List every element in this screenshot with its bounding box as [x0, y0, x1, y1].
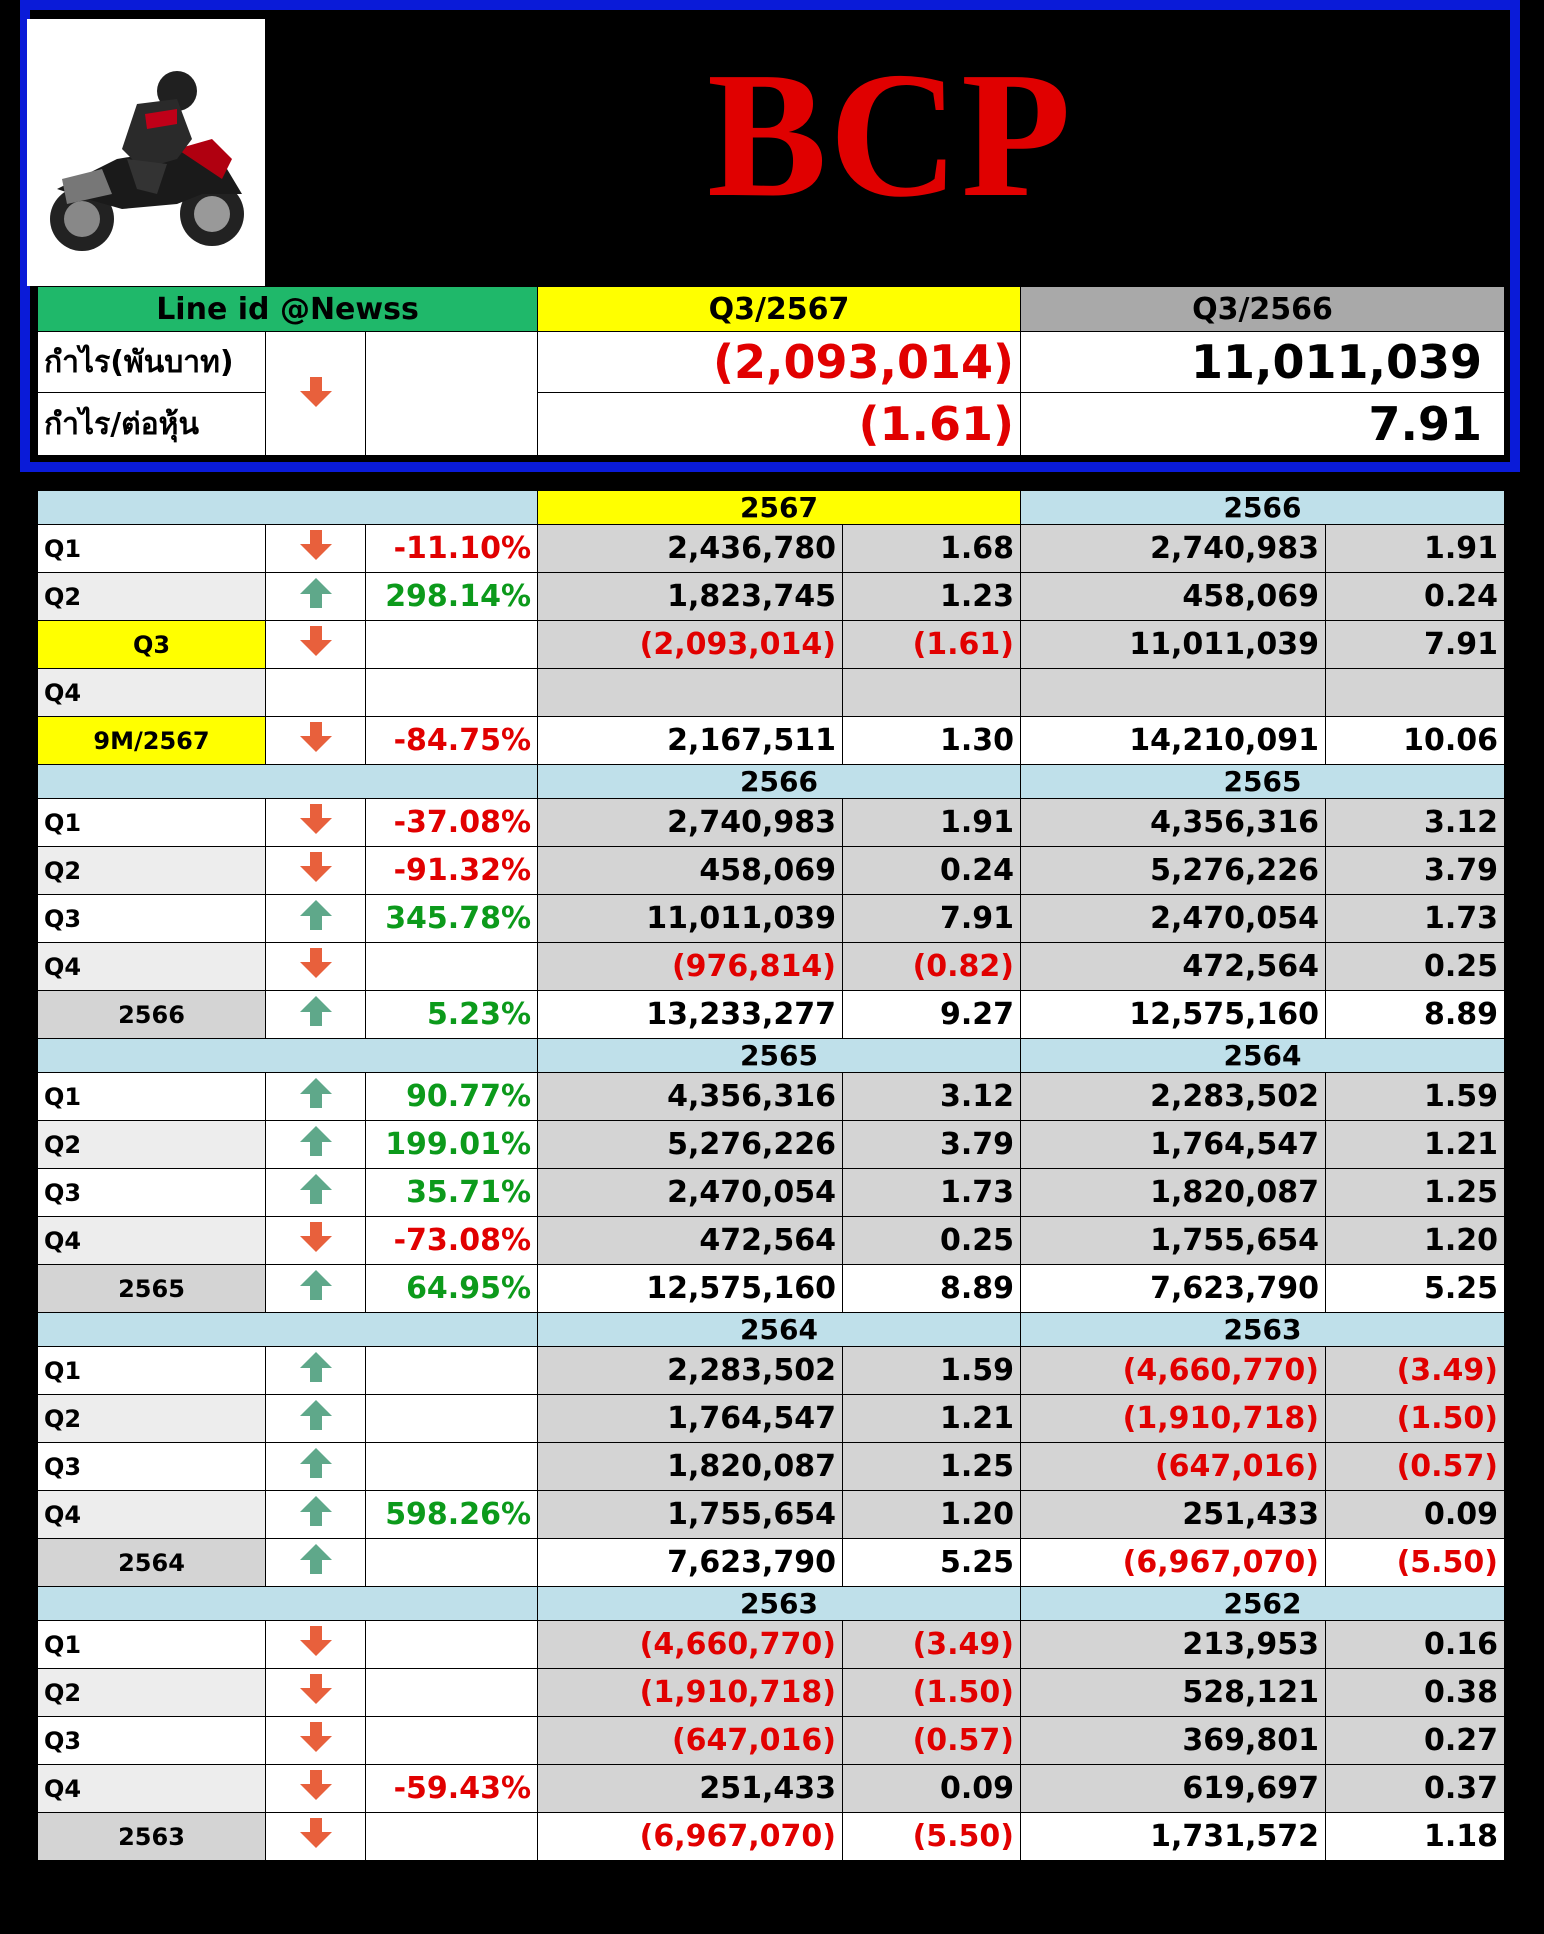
quarter-row — [38, 1765, 1505, 1813]
eps-a: 3.12 — [843, 1073, 1021, 1121]
profit-b — [1021, 669, 1326, 717]
eps-a: 5.25 — [843, 1539, 1021, 1587]
eps-b: 3.12 — [1326, 799, 1505, 847]
eps-b: 1.20 — [1326, 1217, 1505, 1265]
total-row — [38, 1539, 1505, 1587]
period-label: 2563 — [38, 1813, 266, 1861]
period-label: Q2 — [38, 1395, 266, 1443]
year-row-blank — [38, 1039, 538, 1073]
profit-a: 2,436,780 — [538, 525, 843, 573]
quarter-row — [38, 1669, 1505, 1717]
change-percent: 345.78% — [366, 895, 538, 943]
year-header-row — [38, 765, 1505, 799]
trend-cell — [266, 1395, 366, 1443]
change-percent — [366, 1813, 538, 1861]
period-label: Q1 — [38, 1621, 266, 1669]
change-percent: -84.75% — [366, 717, 538, 765]
down-arrow-icon — [299, 852, 333, 882]
quarter-row — [38, 573, 1505, 621]
quarter-row — [38, 895, 1505, 943]
trend-cell — [266, 1765, 366, 1813]
eps-b: 0.16 — [1326, 1621, 1505, 1669]
eps-a — [843, 669, 1021, 717]
year-header-row — [38, 1039, 1505, 1073]
profit-a: 458,069 — [538, 847, 843, 895]
eps-b: 1.18 — [1326, 1813, 1505, 1861]
up-arrow-icon — [299, 1400, 333, 1430]
eps-a: 1.21 — [843, 1395, 1021, 1443]
period-label: Q2 — [38, 847, 266, 895]
up-arrow-icon — [299, 900, 333, 930]
eps-b: (3.49) — [1326, 1347, 1505, 1395]
year-b-header: 2565 — [1021, 765, 1505, 799]
change-percent — [366, 669, 538, 717]
profit-a: 2,167,511 — [538, 717, 843, 765]
quarter-row — [38, 1717, 1505, 1765]
profit-a: 7,623,790 — [538, 1539, 843, 1587]
quarter-row — [38, 1169, 1505, 1217]
quarter-row — [38, 1347, 1505, 1395]
eps-a: 1.23 — [843, 573, 1021, 621]
profit-a: 1,823,745 — [538, 573, 843, 621]
trend-cell — [266, 1539, 366, 1587]
eps-b: 0.24 — [1326, 573, 1505, 621]
period-current-header: Q3/2567 — [538, 287, 1021, 332]
down-arrow-icon — [299, 1626, 333, 1656]
quarter-row — [38, 799, 1505, 847]
up-arrow-icon — [299, 1270, 333, 1300]
trend-cell — [266, 717, 366, 765]
eps-b: 0.09 — [1326, 1491, 1505, 1539]
trend-cell — [266, 943, 366, 991]
quarter-row — [38, 525, 1505, 573]
eps-b: 5.25 — [1326, 1265, 1505, 1313]
eps-b: (1.50) — [1326, 1395, 1505, 1443]
profit-a: (647,016) — [538, 1717, 843, 1765]
down-arrow-icon — [299, 377, 333, 407]
profit-b: (4,660,770) — [1021, 1347, 1326, 1395]
change-percent: 64.95% — [366, 1265, 538, 1313]
eps-a: (0.82) — [843, 943, 1021, 991]
period-label: Q3 — [38, 1443, 266, 1491]
eps-a: 1.73 — [843, 1169, 1021, 1217]
period-label: Q3 — [38, 1169, 266, 1217]
change-percent — [366, 1669, 538, 1717]
eps-a: 1.68 — [843, 525, 1021, 573]
profit-previous: 11,011,039 — [1021, 332, 1505, 393]
year-b-header: 2562 — [1021, 1587, 1505, 1621]
profit-b: (6,967,070) — [1021, 1539, 1326, 1587]
profit-b: 458,069 — [1021, 573, 1326, 621]
trend-cell — [266, 1813, 366, 1861]
profit-a: 2,470,054 — [538, 1169, 843, 1217]
change-percent — [366, 1717, 538, 1765]
profit-a: 13,233,277 — [538, 991, 843, 1039]
down-arrow-icon — [299, 948, 333, 978]
eps-label: กำไร/ต่อหุ้น — [38, 393, 266, 456]
profit-b: (647,016) — [1021, 1443, 1326, 1491]
trend-cell — [266, 799, 366, 847]
up-arrow-icon — [299, 578, 333, 608]
period-label: Q4 — [38, 1765, 266, 1813]
profit-a: 2,740,983 — [538, 799, 843, 847]
trend-cell — [266, 1073, 366, 1121]
eps-b: 1.21 — [1326, 1121, 1505, 1169]
trend-cell — [266, 1217, 366, 1265]
eps-b: 1.25 — [1326, 1169, 1505, 1217]
period-label: 2564 — [38, 1539, 266, 1587]
year-header-row — [38, 1587, 1505, 1621]
year-row-blank — [38, 1313, 538, 1347]
history-table — [37, 490, 1505, 1861]
year-header-row — [38, 1313, 1505, 1347]
profit-a: (2,093,014) — [538, 621, 843, 669]
change-percent: 5.23% — [366, 991, 538, 1039]
up-arrow-icon — [299, 996, 333, 1026]
profit-a: 1,820,087 — [538, 1443, 843, 1491]
change-percent — [366, 1539, 538, 1587]
eps-a: (1.50) — [843, 1669, 1021, 1717]
year-row-blank — [38, 1587, 538, 1621]
summary-trend-cell — [266, 332, 366, 456]
summary-table — [37, 286, 1505, 456]
period-label: 9M/2567 — [38, 717, 266, 765]
trend-cell — [266, 991, 366, 1039]
change-percent — [366, 943, 538, 991]
profit-b: 2,470,054 — [1021, 895, 1326, 943]
change-percent — [366, 1443, 538, 1491]
up-arrow-icon — [299, 1544, 333, 1574]
year-a-header: 2567 — [538, 491, 1021, 525]
eps-a: 1.91 — [843, 799, 1021, 847]
profit-a: 2,283,502 — [538, 1347, 843, 1395]
change-percent: -91.32% — [366, 847, 538, 895]
period-label: Q1 — [38, 799, 266, 847]
period-label: Q3 — [38, 621, 266, 669]
profit-b: 528,121 — [1021, 1669, 1326, 1717]
total-row — [38, 991, 1505, 1039]
change-percent — [366, 621, 538, 669]
eps-a: (3.49) — [843, 1621, 1021, 1669]
profit-b: (1,910,718) — [1021, 1395, 1326, 1443]
trend-cell — [266, 1443, 366, 1491]
motorcycle-rider-icon — [27, 19, 265, 286]
quarter-row — [38, 1621, 1505, 1669]
down-arrow-icon — [299, 1770, 333, 1800]
eps-b: 8.89 — [1326, 991, 1505, 1039]
down-arrow-icon — [299, 1818, 333, 1848]
eps-b: 0.27 — [1326, 1717, 1505, 1765]
year-b-header: 2566 — [1021, 491, 1505, 525]
stock-title: BCP — [707, 35, 1073, 234]
trend-cell — [266, 1621, 366, 1669]
profit-b: 7,623,790 — [1021, 1265, 1326, 1313]
profit-b: 5,276,226 — [1021, 847, 1326, 895]
trend-cell — [266, 1265, 366, 1313]
trend-cell — [266, 573, 366, 621]
quarter-row — [38, 1443, 1505, 1491]
eps-b: 0.37 — [1326, 1765, 1505, 1813]
eps-b: 1.59 — [1326, 1073, 1505, 1121]
year-a-header: 2563 — [538, 1587, 1021, 1621]
eps-a: (5.50) — [843, 1813, 1021, 1861]
total-row — [38, 1813, 1505, 1861]
eps-a: 1.30 — [843, 717, 1021, 765]
up-arrow-icon — [299, 1174, 333, 1204]
change-percent — [366, 1621, 538, 1669]
period-label: Q3 — [38, 895, 266, 943]
quarter-row — [38, 1073, 1505, 1121]
profit-a: 4,356,316 — [538, 1073, 843, 1121]
eps-a: 9.27 — [843, 991, 1021, 1039]
quarter-row — [38, 1491, 1505, 1539]
eps-a: 3.79 — [843, 1121, 1021, 1169]
period-label: Q2 — [38, 573, 266, 621]
profit-a: (6,967,070) — [538, 1813, 843, 1861]
eps-b — [1326, 669, 1505, 717]
profit-b: 4,356,316 — [1021, 799, 1326, 847]
trend-cell — [266, 1491, 366, 1539]
profit-a: 5,276,226 — [538, 1121, 843, 1169]
change-percent — [366, 1347, 538, 1395]
profit-b: 369,801 — [1021, 1717, 1326, 1765]
change-percent: 298.14% — [366, 573, 538, 621]
up-arrow-icon — [299, 1496, 333, 1526]
eps-a: 0.24 — [843, 847, 1021, 895]
change-percent: -37.08% — [366, 799, 538, 847]
down-arrow-icon — [299, 804, 333, 834]
eps-a: 1.20 — [843, 1491, 1021, 1539]
period-label: Q1 — [38, 1073, 266, 1121]
trend-cell — [266, 669, 366, 717]
profit-a: 12,575,160 — [538, 1265, 843, 1313]
change-percent: 35.71% — [366, 1169, 538, 1217]
profit-a: 472,564 — [538, 1217, 843, 1265]
summary-blank-cell — [366, 332, 538, 456]
up-arrow-icon — [299, 1078, 333, 1108]
quarter-row — [38, 621, 1505, 669]
down-arrow-icon — [299, 722, 333, 752]
profit-label: กำไร(พันบาท) — [38, 332, 266, 393]
year-a-header: 2566 — [538, 765, 1021, 799]
profit-a: 11,011,039 — [538, 895, 843, 943]
eps-b: (5.50) — [1326, 1539, 1505, 1587]
profit-a: 1,755,654 — [538, 1491, 843, 1539]
trend-cell — [266, 1169, 366, 1217]
trend-cell — [266, 525, 366, 573]
eps-b: (0.57) — [1326, 1443, 1505, 1491]
eps-a: 8.89 — [843, 1265, 1021, 1313]
eps-b: 3.79 — [1326, 847, 1505, 895]
change-percent: -59.43% — [366, 1765, 538, 1813]
profit-a: (4,660,770) — [538, 1621, 843, 1669]
trend-cell — [266, 1717, 366, 1765]
eps-a: 7.91 — [843, 895, 1021, 943]
period-label: Q4 — [38, 1217, 266, 1265]
eps-a: 1.25 — [843, 1443, 1021, 1491]
eps-previous: 7.91 — [1021, 393, 1505, 456]
year-row-blank — [38, 765, 538, 799]
year-a-header: 2565 — [538, 1039, 1021, 1073]
motorcycle-logo — [27, 19, 267, 286]
trend-cell — [266, 1347, 366, 1395]
eps-b: 7.91 — [1326, 621, 1505, 669]
total-row — [38, 1265, 1505, 1313]
eps-b: 0.25 — [1326, 943, 1505, 991]
quarter-row — [38, 847, 1505, 895]
eps-a: 0.25 — [843, 1217, 1021, 1265]
period-label: Q1 — [38, 525, 266, 573]
quarter-row — [38, 1217, 1505, 1265]
quarter-row — [38, 1395, 1505, 1443]
eps-b: 1.91 — [1326, 525, 1505, 573]
profit-a: (976,814) — [538, 943, 843, 991]
period-label: 2566 — [38, 991, 266, 1039]
year-header-row — [38, 491, 1505, 525]
year-b-header: 2563 — [1021, 1313, 1505, 1347]
year-row-blank — [38, 491, 538, 525]
profit-a: 251,433 — [538, 1765, 843, 1813]
period-previous-header: Q3/2566 — [1021, 287, 1505, 332]
profit-a — [538, 669, 843, 717]
profit-current: (2,093,014) — [538, 332, 1021, 393]
profit-a: 1,764,547 — [538, 1395, 843, 1443]
profit-b: 12,575,160 — [1021, 991, 1326, 1039]
eps-a: (0.57) — [843, 1717, 1021, 1765]
profit-b: 11,011,039 — [1021, 621, 1326, 669]
line-id-label: Line id @Newss — [38, 287, 538, 332]
profit-b: 251,433 — [1021, 1491, 1326, 1539]
change-percent: -11.10% — [366, 525, 538, 573]
change-percent — [366, 1395, 538, 1443]
eps-current: (1.61) — [538, 393, 1021, 456]
down-arrow-icon — [299, 626, 333, 656]
period-label: Q1 — [38, 1347, 266, 1395]
profit-b: 472,564 — [1021, 943, 1326, 991]
period-label: Q4 — [38, 943, 266, 991]
period-label: Q4 — [38, 669, 266, 717]
up-arrow-icon — [299, 1126, 333, 1156]
year-b-header: 2564 — [1021, 1039, 1505, 1073]
profit-b: 1,755,654 — [1021, 1217, 1326, 1265]
trend-cell — [266, 1121, 366, 1169]
period-label: Q4 — [38, 1491, 266, 1539]
period-label: 2565 — [38, 1265, 266, 1313]
eps-b: 10.06 — [1326, 717, 1505, 765]
quarter-row — [38, 943, 1505, 991]
profit-a: (1,910,718) — [538, 1669, 843, 1717]
period-label: Q2 — [38, 1669, 266, 1717]
eps-a: (1.61) — [843, 621, 1021, 669]
up-arrow-icon — [299, 1352, 333, 1382]
change-percent: -73.08% — [366, 1217, 538, 1265]
eps-a: 0.09 — [843, 1765, 1021, 1813]
down-arrow-icon — [299, 1222, 333, 1252]
profit-b: 1,731,572 — [1021, 1813, 1326, 1861]
eps-a: 1.59 — [843, 1347, 1021, 1395]
profit-b: 213,953 — [1021, 1621, 1326, 1669]
trend-cell — [266, 1669, 366, 1717]
down-arrow-icon — [299, 530, 333, 560]
profit-b: 14,210,091 — [1021, 717, 1326, 765]
trend-cell — [266, 895, 366, 943]
profit-b: 1,820,087 — [1021, 1169, 1326, 1217]
eps-b: 0.38 — [1326, 1669, 1505, 1717]
change-percent: 199.01% — [366, 1121, 538, 1169]
profit-b: 1,764,547 — [1021, 1121, 1326, 1169]
down-arrow-icon — [299, 1674, 333, 1704]
year-a-header: 2564 — [538, 1313, 1021, 1347]
profit-b: 619,697 — [1021, 1765, 1326, 1813]
period-label: Q2 — [38, 1121, 266, 1169]
quarter-row — [38, 669, 1505, 717]
trend-cell — [266, 847, 366, 895]
profit-b: 2,740,983 — [1021, 525, 1326, 573]
period-label: Q3 — [38, 1717, 266, 1765]
down-arrow-icon — [299, 1722, 333, 1752]
trend-cell — [266, 621, 366, 669]
eps-b: 1.73 — [1326, 895, 1505, 943]
change-percent: 90.77% — [366, 1073, 538, 1121]
profit-b: 2,283,502 — [1021, 1073, 1326, 1121]
total-row — [38, 717, 1505, 765]
up-arrow-icon — [299, 1448, 333, 1478]
change-percent: 598.26% — [366, 1491, 538, 1539]
quarter-row — [38, 1121, 1505, 1169]
